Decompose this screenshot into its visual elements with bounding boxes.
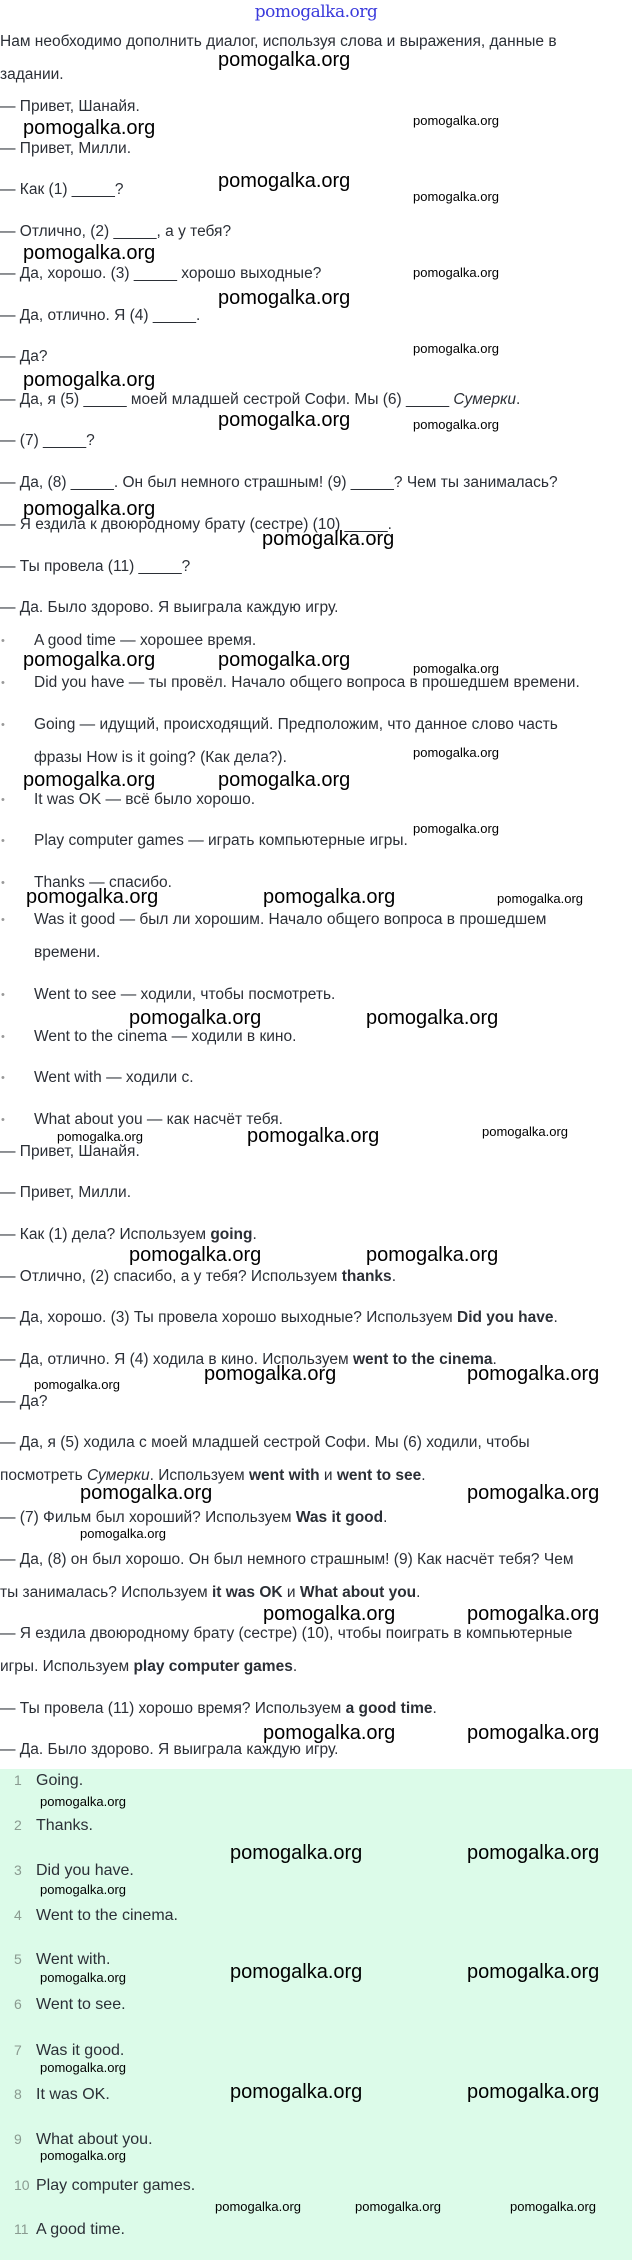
text-segment: и <box>319 1467 337 1484</box>
watermark: pomogalka.org <box>80 1526 166 1541</box>
text-segment: — Как (1) дела? Используем <box>0 1226 211 1243</box>
watermark: pomogalka.org <box>467 2081 600 2103</box>
vocab-item <box>14 715 558 735</box>
answer-number: 2 <box>14 1817 22 1833</box>
watermark: pomogalka.org <box>23 769 156 791</box>
text-segment: . <box>492 1351 497 1368</box>
watermark: pomogalka.org <box>218 649 351 671</box>
text-segment: . <box>292 1658 298 1675</box>
text-line <box>34 943 100 963</box>
answer-number: 10 <box>14 2177 30 2193</box>
watermark: pomogalka.org <box>263 1722 396 1744</box>
watermark: pomogalka.org <box>230 1842 363 1864</box>
answer-item <box>14 2221 125 2239</box>
text-segment: Play computer games — играть компьютерные игры. <box>34 832 408 849</box>
answer-text: A good time. <box>36 2221 125 2238</box>
text-line <box>0 598 338 618</box>
watermark: pomogalka.org <box>218 769 351 791</box>
text-segment: . <box>516 391 521 408</box>
text-line <box>0 180 124 200</box>
text-segment: What about you — как насчёт тебя. <box>34 1111 283 1128</box>
answer-item <box>14 1862 134 1880</box>
answer-text: Went with. <box>36 1951 111 1968</box>
watermark: pomogalka.org <box>129 1244 262 1266</box>
answer-number: 7 <box>14 2042 22 2058</box>
highlighted-term: going <box>210 1226 253 1243</box>
text-segment: посмотреть <box>0 1467 88 1484</box>
text-line <box>0 65 64 85</box>
text-segment: Went with — ходили с. <box>34 1069 194 1086</box>
watermark: pomogalka.org <box>263 1603 396 1625</box>
watermark: pomogalka.org <box>26 886 159 908</box>
text-line <box>0 1308 558 1328</box>
watermark: pomogalka.org <box>40 2060 126 2075</box>
text-segment: — Да? <box>0 1393 48 1410</box>
text-segment: — Привет, Шанайя. <box>0 1143 140 1160</box>
watermark: pomogalka.org <box>57 1129 143 1144</box>
text-segment: — Как (1) _____? <box>0 181 124 198</box>
watermark: pomogalka.org <box>40 1970 126 1985</box>
watermark: pomogalka.org <box>80 1482 213 1504</box>
text-line <box>0 1657 297 1677</box>
text-segment: — Да, я (5) _____ моей младшей сестрой Софи. Мы (6) _____ <box>0 391 454 408</box>
answer-number: 5 <box>14 1951 22 1967</box>
answer-text: Play computer games. <box>36 2177 196 2194</box>
watermark: pomogalka.org <box>23 242 156 264</box>
watermark: pomogalka.org <box>413 113 499 128</box>
text-segment: ты занималась? Используем <box>0 1584 212 1601</box>
watermark: pomogalka.org <box>40 1882 126 1897</box>
text-segment: — Да, (8) _____. Он был немного страшным! (9) _____? Чем ты занималась? <box>0 474 558 491</box>
watermark: pomogalka.org <box>355 2199 441 2214</box>
watermark: pomogalka.org <box>467 1603 600 1625</box>
highlighted-term: Did you have <box>457 1309 554 1326</box>
answer-number: 8 <box>14 2086 22 2102</box>
text-line <box>0 306 200 326</box>
highlighted-term: a good time <box>345 1700 433 1717</box>
watermark: pomogalka.org <box>204 1363 337 1385</box>
watermark: pomogalka.org <box>366 1007 499 1029</box>
watermark: pomogalka.org <box>247 1125 380 1147</box>
text-segment: . <box>416 1584 421 1601</box>
text-line <box>0 139 131 159</box>
highlighted-term: went to see <box>336 1467 422 1484</box>
vocab-item <box>14 1110 283 1130</box>
text-segment: — Да? <box>0 348 48 365</box>
answer-item <box>14 1907 178 1925</box>
watermark: pomogalka.org <box>218 287 351 309</box>
watermark: pomogalka.org <box>467 1363 600 1385</box>
text-line <box>0 264 321 284</box>
watermark: pomogalka.org <box>34 1377 120 1392</box>
vocab-item <box>14 910 546 930</box>
highlighted-term: What about you <box>299 1584 417 1601</box>
text-line <box>0 390 520 410</box>
vocab-item <box>14 673 580 693</box>
text-segment: A good time — хорошее время. <box>34 632 257 649</box>
text-segment: — Да, я (5) ходила с моей младшей сестрой Софи. Мы (6) ходили, чтобы <box>0 1434 530 1451</box>
italic-title: Сумерки <box>453 391 516 408</box>
text-segment: . <box>391 1268 396 1285</box>
answer-text: It was OK. <box>36 2086 110 2103</box>
text-line <box>0 1699 437 1719</box>
text-segment: и <box>282 1584 300 1601</box>
text-segment: — Да. Было здорово. Я выиграла каждую игру. <box>0 599 339 616</box>
text-segment: . Используем <box>149 1467 249 1484</box>
text-line <box>0 1508 387 1528</box>
text-line <box>0 1466 426 1486</box>
answer-number: 1 <box>14 1772 22 1788</box>
answer-text: Went to see. <box>36 1996 126 2013</box>
answer-item <box>14 1996 126 2014</box>
text-segment: . <box>553 1309 558 1326</box>
text-line <box>0 1433 530 1453</box>
watermark: pomogalka.org <box>129 1007 262 1029</box>
answer-item <box>14 1951 110 1969</box>
highlighted-term: play computer games <box>133 1658 293 1675</box>
answer-number: 3 <box>14 1862 22 1878</box>
watermark: pomogalka.org <box>218 170 351 192</box>
answer-number: 4 <box>14 1907 22 1923</box>
watermark: pomogalka.org <box>262 528 395 550</box>
text-segment: — Да, отлично. Я (4) ходила в кино. Используем <box>0 1351 353 1368</box>
text-segment: — Да, хорошо. (3) _____ хорошо выходные? <box>0 265 322 282</box>
watermark: pomogalka.org <box>23 649 156 671</box>
answer-item <box>14 1817 93 1835</box>
highlighted-term: went with <box>248 1467 320 1484</box>
watermark: pomogalka.org <box>218 49 351 71</box>
text-segment: — Привет, Милли. <box>0 140 132 157</box>
text-line <box>0 97 140 117</box>
watermark: pomogalka.org <box>40 2148 126 2163</box>
answer-item <box>14 2042 124 2060</box>
text-segment: Did you have — ты провёл. Начало общего вопроса в прошедшем времени. <box>34 674 580 691</box>
text-line <box>0 222 231 242</box>
text-segment: . <box>252 1226 257 1243</box>
text-segment: — Я ездила к двоюродному брату (сестре) (10) _____. <box>0 516 392 533</box>
answer-number: 9 <box>14 2131 22 2147</box>
text-line <box>0 1225 257 1245</box>
vocab-item <box>14 631 256 651</box>
text-line <box>34 748 287 768</box>
watermark: pomogalka.org <box>23 117 156 139</box>
text-segment: — Да, (8) он был хорошо. Он был немного страшным! (9) Как насчёт тебя? Чем <box>0 1551 574 1568</box>
text-segment: — Да. Было здорово. Я выиграла каждую игру. <box>0 1741 339 1758</box>
text-line <box>0 1183 131 1203</box>
watermark: pomogalka.org <box>366 1244 499 1266</box>
vocab-item <box>14 831 408 851</box>
text-segment: задании. <box>0 66 64 83</box>
italic-title: Сумерки <box>87 1467 150 1484</box>
text-segment: — Отлично, (2) _____, а у тебя? <box>0 223 232 240</box>
watermark: pomogalka.org <box>40 1794 126 1809</box>
text-segment: Went to the cinema — ходили в кино. <box>34 1028 297 1045</box>
watermark: pomogalka.org <box>215 2199 301 2214</box>
answer-text: Did you have. <box>36 1862 134 1879</box>
site-logo[interactable]: pomogalka.org <box>254 2 378 22</box>
highlighted-term: went to the cinema <box>352 1351 493 1368</box>
answer-text: Going. <box>36 1772 84 1789</box>
text-line <box>0 1583 420 1603</box>
watermark: pomogalka.org <box>413 417 499 432</box>
watermark: pomogalka.org <box>413 745 499 760</box>
watermark: pomogalka.org <box>467 1842 600 1864</box>
watermark: pomogalka.org <box>413 341 499 356</box>
answer-text: Thanks. <box>36 1817 93 1834</box>
text-segment: Went to see — ходили, чтобы посмотреть. <box>34 986 336 1003</box>
watermark: pomogalka.org <box>413 265 499 280</box>
watermark: pomogalka.org <box>482 1124 568 1139</box>
answer-text: Was it good. <box>36 2042 125 2059</box>
watermark: pomogalka.org <box>467 1482 600 1504</box>
text-segment: . <box>432 1700 437 1717</box>
text-segment: Thanks — спасибо. <box>34 874 172 891</box>
watermark: pomogalka.org <box>413 821 499 836</box>
highlighted-term: thanks <box>341 1268 392 1285</box>
text-segment: . <box>383 1509 388 1526</box>
answer-number: 11 <box>14 2221 29 2237</box>
text-segment: Нам необходимо дополнить диалог, используя слова и выражения, данные в <box>0 33 557 50</box>
watermark: pomogalka.org <box>413 189 499 204</box>
text-segment: It was OK — всё было хорошо. <box>34 791 255 808</box>
text-line <box>0 347 48 367</box>
text-segment: . <box>421 1467 426 1484</box>
text-line <box>0 431 95 451</box>
vocab-item <box>14 985 335 1005</box>
watermark: pomogalka.org <box>218 409 351 431</box>
text-line <box>0 1267 396 1287</box>
text-segment: фразы How is it going? (Как дела?). <box>34 749 287 766</box>
text-segment: — Ты провела (11) хорошо время? Используем <box>0 1700 346 1717</box>
watermark: pomogalka.org <box>497 891 583 906</box>
answer-number: 6 <box>14 1996 22 2012</box>
watermark: pomogalka.org <box>467 1722 600 1744</box>
vocab-item <box>14 790 255 810</box>
text-line <box>0 1624 572 1644</box>
watermark: pomogalka.org <box>23 369 156 391</box>
text-segment: — (7) Фильм был хороший? Используем <box>0 1509 296 1526</box>
text-segment: — (7) _____? <box>0 432 95 449</box>
text-segment: Going — идущий, происходящий. Предположим, что данное слово часть <box>34 716 558 733</box>
watermark: pomogalka.org <box>413 661 499 676</box>
watermark: pomogalka.org <box>263 886 396 908</box>
watermark: pomogalka.org <box>23 498 156 520</box>
text-segment: — Да, отлично. Я (4) _____. <box>0 307 201 324</box>
text-segment: — Отлично, (2) спасибо, а у тебя? Используем <box>0 1268 342 1285</box>
text-line <box>0 473 558 493</box>
answer-item <box>14 2177 195 2195</box>
text-segment: — Привет, Милли. <box>0 1184 132 1201</box>
text-segment: игры. Используем <box>0 1658 134 1675</box>
text-segment: — Ты провела (11) _____? <box>0 558 191 575</box>
text-segment: — Я ездила двоюродному брату (сестре) (10), чтобы поиграть в компьютерные <box>0 1625 573 1642</box>
answer-item <box>14 2086 110 2104</box>
text-line <box>0 1550 573 1570</box>
answer-item <box>14 2131 153 2149</box>
watermark: pomogalka.org <box>467 1961 600 1983</box>
answer-text: What about you. <box>36 2131 153 2148</box>
highlighted-term: it was OK <box>211 1584 283 1601</box>
text-line <box>0 557 190 577</box>
answer-item <box>14 1772 83 1790</box>
watermark: pomogalka.org <box>510 2199 596 2214</box>
text-segment: — Привет, Шанайя. <box>0 98 140 115</box>
text-segment: времени. <box>34 944 101 961</box>
text-line <box>0 1392 48 1412</box>
text-line <box>0 1142 140 1162</box>
text-segment: — Да, хорошо. (3) Ты провела хорошо выходные? Используем <box>0 1309 457 1326</box>
highlighted-term: Was it good <box>295 1509 384 1526</box>
watermark: pomogalka.org <box>230 2081 363 2103</box>
watermark: pomogalka.org <box>230 1961 363 1983</box>
text-segment: Was it good — был ли хорошим. Начало общего вопроса в прошедшем <box>34 911 547 928</box>
vocab-item <box>14 1068 194 1088</box>
vocab-item <box>14 1027 296 1047</box>
answer-text: Went to the cinema. <box>36 1907 178 1924</box>
